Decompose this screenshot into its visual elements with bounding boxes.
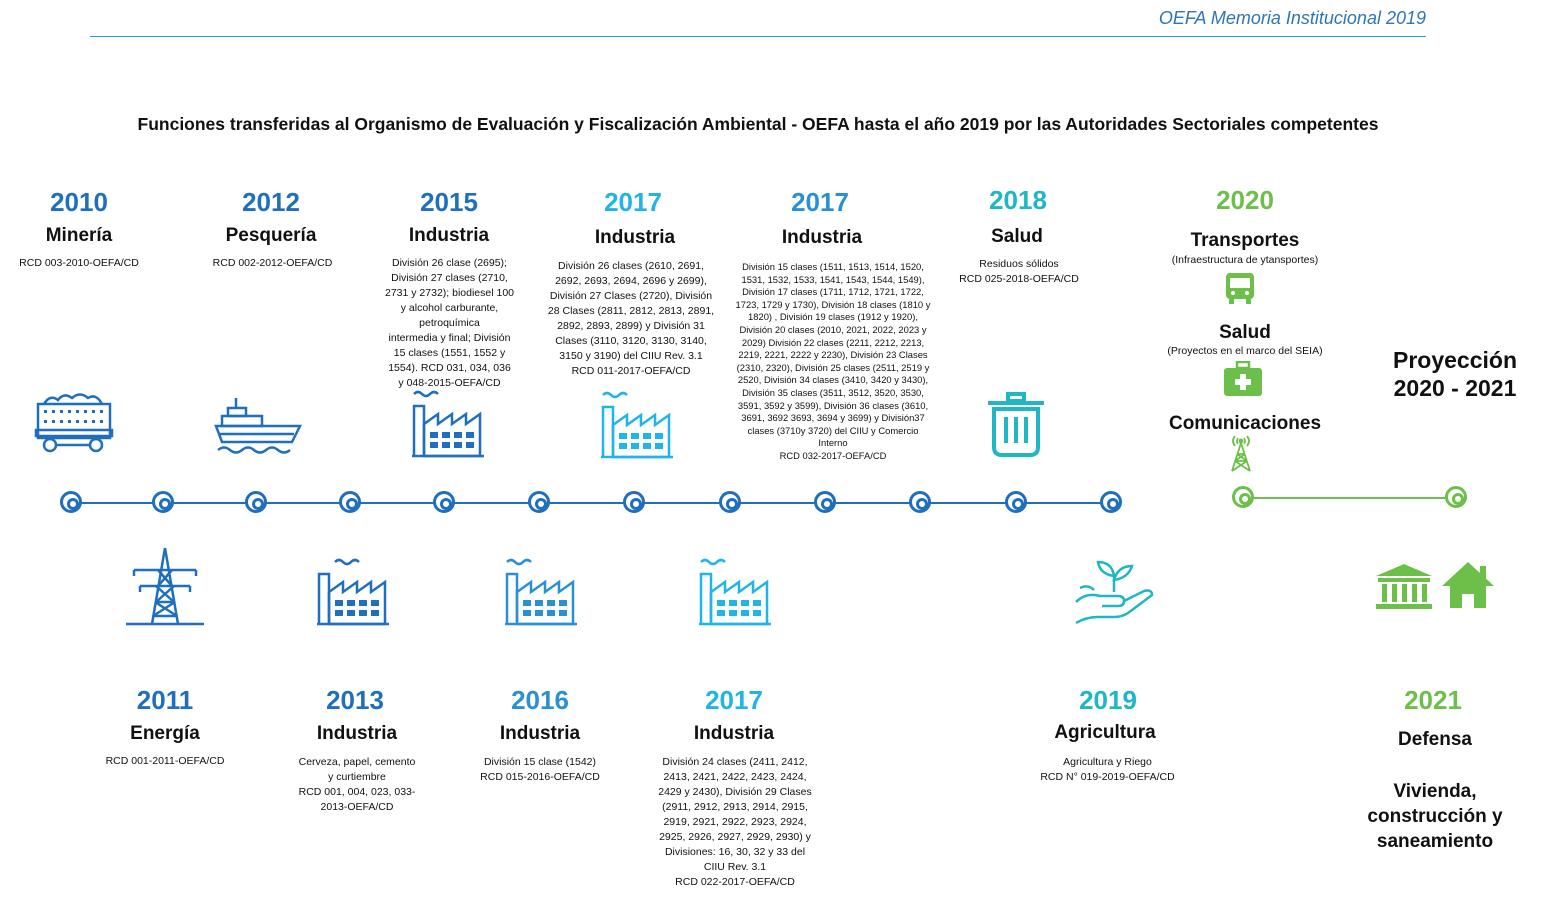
- year-2017-a: 2017: [604, 187, 662, 217]
- detail-2010: RCD 003-2010-OEFA/CD: [19, 257, 139, 269]
- page-title: Funciones transferidas al Organismo de Evaluación y Fiscalización Ambiental - OEFA hasta el año 2019 por las Autoridades Sectoriales competentes: [137, 114, 1379, 134]
- year-2019: 2019: [1079, 685, 1137, 715]
- sector-transportes: Transportes: [1190, 230, 1300, 251]
- government-building-icon: [1374, 562, 1434, 610]
- timeline-node: [719, 491, 741, 513]
- factory-icon: [410, 390, 486, 458]
- sector-industria-2016: Industria: [499, 723, 581, 744]
- house-icon: [1440, 560, 1496, 610]
- projection-line2: 2020 - 2021: [1393, 375, 1517, 401]
- timeline-node: [433, 491, 455, 513]
- timeline-node: [623, 491, 645, 513]
- factory-icon: [315, 558, 391, 626]
- timeline-node: [339, 491, 361, 513]
- projection-line1: Proyección: [1393, 347, 1517, 373]
- detail-2017-b: División 15 clases (1511, 1513, 1514, 1520, 1531, 1532, 1533, 1541, 1543, 1544, 1549), División 17 clases (1711, 1712, 1721, 1722, 1723, 1729 y 1730), División 18 clases (1810 y 1820) , División 19 clases (1912 y 1920), División 20 clases (2010, 2021, 2022, 2023 y 2029) División 22 clases (2211, 2212, 2213, 2219, 2221, 2222 y 2230), División 23 Clases (2310, 2320), División 25 clases (2511, 2519 y 2520, División 34 clases (3410, 3420 y 3430), División 35 clases (3511, 3512, 3520, 3530, 3591, 3592 y 3599), División 36 clases (3610, 3691, 3692 3693, 3694 y 3699) y División37 clases (3710y 3720) del CIIU y Comercio Interno RCD 032-2017-OEFA/CD: [735, 261, 931, 461]
- sector-salud-2018: Salud: [991, 226, 1043, 247]
- bus-icon: [1222, 270, 1258, 306]
- note-salud-2020: (Proyectos en el marco del SEIA): [1167, 345, 1323, 357]
- year-2015: 2015: [420, 187, 478, 217]
- header-title: OEFA Memoria Institucional 2019: [1158, 8, 1426, 28]
- sector-pesqueria: Pesquería: [225, 225, 317, 246]
- antenna-tower-icon: [1228, 433, 1254, 473]
- detail-2019: Agricultura y Riego RCD N° 019-2019-OEFA/CD: [1040, 756, 1175, 783]
- factory-icon: [503, 558, 579, 626]
- sector-agricultura: Agricultura: [1054, 722, 1156, 743]
- factory-icon: [697, 558, 773, 626]
- fishing-boat-icon: [214, 396, 302, 458]
- detail-2018: Residuos sólidos RCD 025-2018-OEFA/CD: [959, 258, 1079, 285]
- sector-mineria: Minería: [45, 225, 113, 246]
- sector-salud-2020: Salud: [1219, 322, 1271, 343]
- detail-2012: RCD 002-2012-OEFA/CD: [212, 257, 333, 269]
- mining-cart-icon: [34, 390, 114, 456]
- timeline-node: [1100, 491, 1122, 513]
- detail-2017-c: División 24 clases (2411, 2412, 2413, 2421, 2422, 2423, 2424, 2429 y 2430), División 29 Clases (2911, 2912, 2913, 2914, 2915, 2919, 2921, 2922, 2923, 2924, 2925, 2926, 2927, 2929, 2930) y Divisiones: 16, 30, 32 y 33 del CIIU Rev. 3.1 RCD 022-2017-OEFA/CD: [658, 756, 812, 888]
- timeline-node-green: [1445, 486, 1467, 508]
- detail-2016: División 15 clase (1542) RCD 015-2016-OEFA/CD: [480, 756, 600, 783]
- timeline-line-projection: [1244, 497, 1456, 499]
- timeline-node: [152, 491, 174, 513]
- sector-defensa: Defensa: [1398, 729, 1472, 750]
- timeline-node: [528, 491, 550, 513]
- detail-2017-a: División 26 clases (2610, 2691, 2692, 2693, 2694, 2696 y 2699), División 27 Clases (2720), División 28 Clases (2811, 2812, 2813, 2891, 2892, 2893, 2899) y División 31 Clases (3110, 3120, 3130, 3140, 3150 y 3190) del CIIU Rev. 3.1 RCD 011-2017-OEFA/CD: [547, 260, 715, 377]
- year-2011: 2011: [136, 685, 194, 715]
- sector-energia: Energía: [130, 723, 200, 744]
- sector-industria-2013: Industria: [316, 723, 398, 744]
- timeline-node: [60, 491, 82, 513]
- detail-2015: División 26 clase (2695); División 27 clases (2710, 2731 y 2732); biodiesel 100 y alcohol carburante, petroquímica intermedia y final; División 15 clases (1551, 1552 y 1554). RCD 031, 034, 036 y 048-2015-OEFA/CD: [384, 257, 514, 389]
- sector-industria-2017-b: Industria: [781, 227, 863, 248]
- hand-plant-icon: [1074, 558, 1156, 624]
- sector-industria-2015: Industria: [408, 225, 490, 246]
- year-2018: 2018: [989, 185, 1047, 215]
- power-tower-icon: [124, 546, 206, 628]
- sector-comunicaciones: Comunicaciones: [1168, 413, 1322, 434]
- year-2017-b: 2017: [791, 187, 849, 217]
- year-2020: 2020: [1216, 185, 1274, 215]
- timeline-node-green: [1232, 486, 1254, 508]
- timeline-line-main: [71, 502, 1111, 504]
- timeline-node: [814, 491, 836, 513]
- header-divider: [90, 36, 1426, 37]
- factory-icon: [599, 391, 675, 459]
- first-aid-kit-icon: [1223, 361, 1263, 397]
- year-2010: 2010: [50, 187, 108, 217]
- sector-industria-2017-a: Industria: [594, 227, 676, 248]
- year-2012: 2012: [242, 187, 300, 217]
- sector-vivienda: Vivienda, construcción y saneamiento: [1367, 781, 1503, 852]
- note-transportes: (Infraestructura de ytansportes): [1171, 254, 1319, 266]
- detail-2013: Cerveza, papel, cemento y curtiembre RCD 001, 004, 023, 033- 2013-OEFA/CD: [298, 756, 416, 813]
- trash-bin-icon: [985, 391, 1047, 457]
- year-2016: 2016: [511, 685, 569, 715]
- sector-industria-2017-c: Industria: [693, 723, 775, 744]
- detail-2011: RCD 001-2011-OEFA/CD: [105, 755, 225, 767]
- timeline-node: [245, 491, 267, 513]
- timeline-node: [909, 491, 931, 513]
- timeline-node: [1005, 491, 1027, 513]
- year-2017-c: 2017: [705, 685, 763, 715]
- year-2021: 2021: [1404, 685, 1462, 715]
- year-2013: 2013: [326, 685, 384, 715]
